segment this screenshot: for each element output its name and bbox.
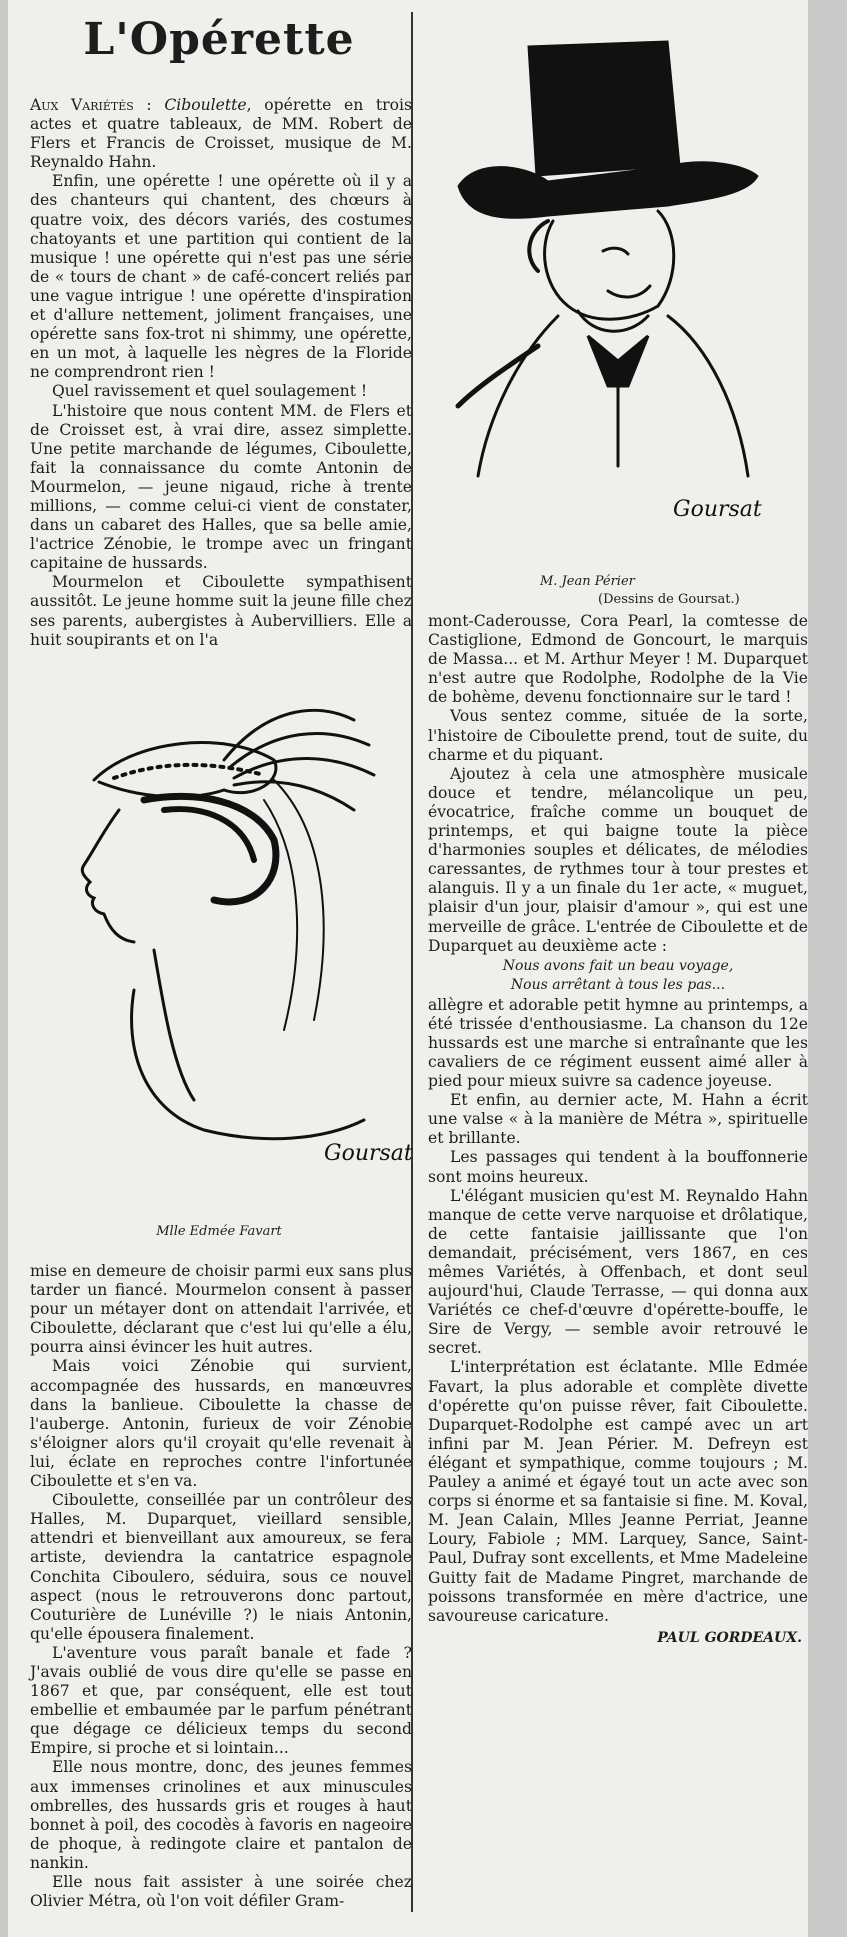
left-column	[24, 0, 414, 1911]
paragraph: Quel ravissement et quel soulagement !	[52, 382, 368, 401]
paragraph: Ciboulette, conseillée par un contrôleur des Halles, M. Duparquet, vieillard sensible, attendri et bienveillant aux amoureux, se fera artiste, deviendra la cantatrice espagnole Conchita Ciboulero, séduira, sous ce nouvel aspect (nous le retrouverons donc partout, Couturière de Lunéville ?) le niais Antonin, qu'elle épousera finalement.	[30, 1491, 412, 1643]
paragraph: Les passages qui tendent à la bouffonnerie sont moins heureux.	[428, 1148, 808, 1186]
article-title: L'Opérette	[83, 14, 355, 65]
drawing-signature-perier: Goursat	[673, 497, 762, 522]
paragraph: mont-Caderousse, Cora Pearl, la comtesse de Castiglione, Edmond de Goncourt, le marquis de Massa... et M. Arthur Meyer ! M. Duparquet n'est autre que Rodolphe, Rodolphe de la Vie de bohème, devenu fonctionnaire sur le tard !	[428, 612, 808, 707]
author-byline: PAUL GORDEAUX.	[657, 1629, 802, 1646]
paragraph: Et enfin, au dernier acte, M. Hahn a écrit une valse « à la manière de Métra », spirituelle et brillante.	[428, 1091, 808, 1148]
paragraph: Elle nous montre, donc, des jeunes femmes aux immenses crinolines et aux minuscules ombrelles, des hussards gris et rouges à haut bonnet à poil, des cocodès à favoris en nageoire de phoque, à redingote claire et pantalon de nankin.	[30, 1758, 412, 1872]
credit-perier: (Dessins de Goursat.)	[598, 592, 740, 607]
verse-line: Nous avons fait un beau voyage,	[502, 957, 734, 974]
paragraph: allègre et adorable petit hymne au printemps, a été trissée d'enthousiasme. La chanson du 12e hussards est une marche si entraînante que les cavaliers de ce régiment eussent aimé aller à pied pour mieux suivre sa cadence joyeuse.	[428, 995, 808, 1091]
drawing-jean-perier	[418, 16, 810, 576]
paragraph: mise en demeure de choisir parmi eux sans plus tarder un fiancé. Mourmelon consent à passer pour un métayer dont on attendait l'arrivée, et Ciboulette, déclarant que c'est lui qu'elle a élu, pourra ainsi évincer les huit autres.	[30, 1262, 412, 1357]
paragraph: Ajoutez à cela une atmosphère musicale douce et tendre, mélancolique un peu, évocatrice, fraîche comme un bouquet de printemps, et qui baigne toute la pièce d'harmonies souples et délicates, de mélodies caressantes, de rythmes tour à tour prestes et alanguis. Il y a un finale du 1er acte, « muguet, plaisir d'un jour, plaisir d'amour », qui est une merveille de grâce. L'entrée de Ciboulette et de Duparquet au deuxième acte :	[428, 764, 808, 955]
caption-favart: Mlle Edmée Favart	[156, 1224, 282, 1239]
verse-line: Nous arrêtant à tous les pas...	[510, 976, 726, 993]
paragraph: L'interprétation est éclatante. Mlle Edmée Favart, la plus adorable et complète divette d'opérette qu'on puisse rêver, fait Ciboulette. Duparquet-Rodolphe est campé avec un art infini par M. Jean Périer. M. Defreyn est élégant et sympathique, comme toujours ; M. Pauley a animé et égayé tout un acte avec son corps si énorme et sa fantaisie si fine. M. Koval, M. Jean Calain, Mlles Jeanne Perriat, Jeanne Loury, Fabiole ; MM. Larquey, Sance, Saint-Paul, Dufray sont excellents, et Mme Madeleine Guitty fait de Madame Pingret, marchande de poissons transformée en mère d'actrice, une savoureuse caricature.	[428, 1358, 808, 1625]
paragraph: L'aventure vous paraît banale et fade ? J'avais oublié de vous dire qu'elle se passe en 1867 et que, par conséquent, elle est tout embellie et embaumée par le parfum pénétrant que dégage ce délicieux temps du second Empire, si proche et si lointain...	[30, 1643, 412, 1758]
left-text-block-1	[30, 96, 412, 650]
portrait-sketch-woman	[24, 690, 414, 1220]
newspaper-page	[8, 0, 808, 1937]
paragraph: L'élégant musicien qu'est M. Reynaldo Hahn manque de cette verve narquoise et drôlatique, de cette fantaisie jaillissante que l'on demandait, précisément, vers 1867, en ces mêmes Variétés, à Offenbach, et dont seul aujourd'hui, Claude Terrasse, — qui donna aux Variétés ce chef-d'œuvre d'opérette-bouffe, le Sire de Vergy, — semble avoir retrouvé le secret.	[428, 1186, 808, 1358]
intro-label: Aux Variétés :	[30, 96, 152, 114]
intro-work: Ciboulette	[164, 96, 247, 114]
paragraph: Elle nous fait assister à une soirée chez Olivier Métra, où l'on voit défiler Gram-	[30, 1873, 412, 1911]
paragraph: Enfin, une opérette ! une opérette où il y a des chanteurs qui chantent, des chœurs à quatre voix, des décors variés, des costumes chatoyants et une partition qui contient de la musique ! une opérette qui n'est pas une série de « tours de chant » de café-concert reliés par une vague intrigue ! une opérette d'inspiration et d'allure nettement, joliment françaises, une opérette sans fox-trot ni shimmy, une opérette, en un mot, à laquelle les nègres de la Floride ne comprendront rien !	[30, 172, 412, 382]
intro-rest: , opérette en trois actes et quatre tableaux, de MM. Robert de Flers et Francis de Croisset, musique de M. Reynaldo Hahn.	[30, 96, 412, 172]
paragraph: Mourmelon et Ciboulette sympathisent aussitôt. Le jeune homme suit la jeune fille chez ses parents, aubergistes à Aubervilliers. Elle a huit soupirants et on l'a	[30, 573, 412, 649]
right-text-block	[428, 612, 808, 1646]
caption-perier: M. Jean Périer	[540, 574, 635, 589]
right-column	[418, 0, 810, 1740]
intro-paragraph	[30, 96, 412, 172]
paragraph: Vous sentez comme, située de la sorte, l'histoire de Ciboulette prend, tout de suite, du charme et du piquant.	[428, 707, 808, 764]
drawing-edmee-favart	[24, 690, 414, 1250]
drawing-signature: Goursat	[324, 1141, 413, 1166]
paragraph: Mais voici Zénobie qui survient, accompagnée des hussards, en manœuvres dans la banlieue. Ciboulette la chasse de l'auberge. Antonin, furieux de voir Zénobie s'éloigner alors qu'il croyait qu'elle revenait à lui, éclate en reproches contre l'infortunée Ciboulette et s'en va.	[30, 1357, 412, 1491]
left-text-block-2	[30, 1262, 412, 1911]
paragraph: L'histoire que nous content MM. de Flers et de Croisset est, à vrai dire, assez simplette. Une petite marchande de légumes, Ciboulette, fait la connaissance du comte Antonin de Mourmelon, — jeune nigaud, riche à trente millions, — comme celui-ci vient de constater, dans un cabaret des Halles, que sa belle amie, l'actrice Zénobie, le trompe avec un fringant capitaine de hussards.	[30, 401, 412, 573]
portrait-sketch-man-top-hat	[418, 16, 810, 556]
